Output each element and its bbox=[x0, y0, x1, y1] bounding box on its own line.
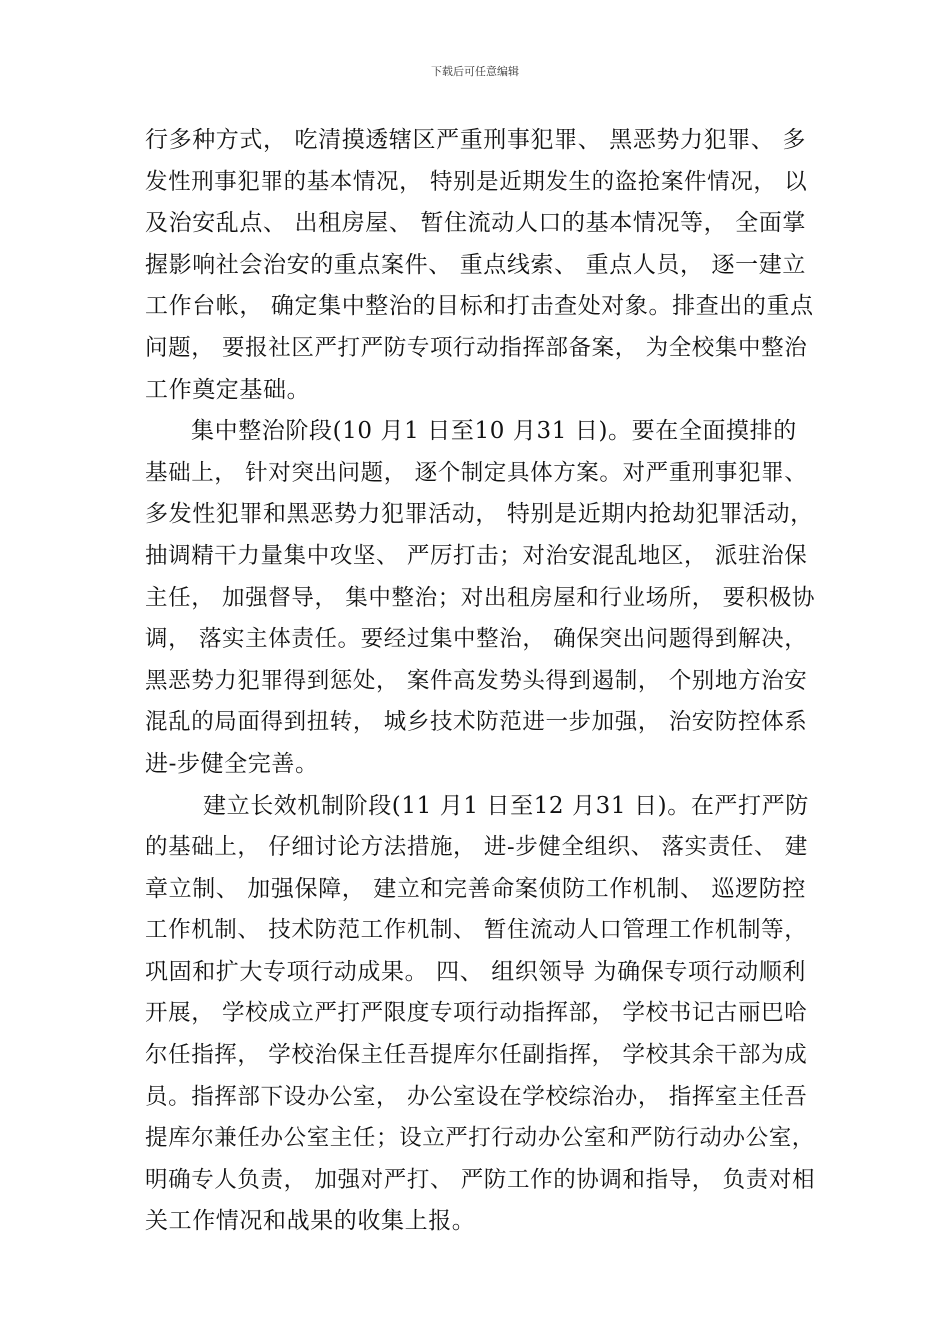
text-line: 及治安乱点、 出租房屋、 暂住流动人口的基本情况等， 全面掌 bbox=[145, 210, 806, 237]
text-line: 尔任指挥， 学校治保主任吾提库尔任副指挥， 学校其余干部为成 bbox=[145, 1042, 808, 1069]
text-line: 巩固和扩大专项行动成果。 四、 组织领导 为确保专项行动顺利 bbox=[145, 958, 806, 985]
text-line: 集中整治阶段(10 月1 日至10 月31 日)。要在全面摸排的 bbox=[191, 418, 797, 445]
text-line: 调， 落实主体责任。要经过集中整治， 确保突出问题得到解决， bbox=[145, 626, 808, 653]
text-line: 提库尔兼任办公室主任；设立严打行动办公室和严防行动办公室， bbox=[145, 1125, 815, 1152]
page-header: 下载后可任意编辑 bbox=[431, 65, 519, 78]
text-line: 握影响社会治安的重点案件、 重点线索、 重点人员， 逐一建立 bbox=[145, 251, 806, 278]
text-line: 章立制、 加强保障， 建立和完善命案侦防工作机制、 巡逻防控 bbox=[145, 875, 806, 902]
text-line: 工作机制、 技术防范工作机制、 暂住流动人口管理工作机制等， bbox=[145, 917, 808, 944]
text-line: 发性刑事犯罪的基本情况， 特别是近期发生的盗抢案件情况， 以 bbox=[145, 168, 808, 195]
text-line: 明确专人负责， 加强对严打、 严防工作的协调和指导， 负责对相 bbox=[145, 1166, 816, 1193]
text-line: 基础上， 针对突出问题， 逐个制定具体方案。对严重刑事犯罪、 bbox=[145, 459, 808, 486]
text-line: 员。指挥部下设办公室， 办公室设在学校综治办， 指挥室主任吾 bbox=[145, 1083, 808, 1110]
text-line: 工作奠定基础。 bbox=[145, 376, 311, 403]
text-line: 工作台帐， 确定集中整治的目标和打击查处对象。排查出的重点 bbox=[145, 293, 814, 320]
text-line: 问题， 要报社区严打严防专项行动指挥部备案， 为全校集中整治 bbox=[145, 334, 808, 361]
text-line: 多发性犯罪和黑恶势力犯罪活动， 特别是近期内抢劫犯罪活动， bbox=[145, 501, 814, 528]
text-line: 进-步健全完善。 bbox=[145, 750, 319, 777]
text-line: 建立长效机制阶段(11 月1 日至12 月31 日)。在严打严防 bbox=[203, 792, 809, 819]
text-line: 的基础上， 仔细讨论方法措施， 进-步健全组织、 落实责任、 建 bbox=[145, 834, 808, 861]
text-line: 主任， 加强督导， 集中整治；对出租房屋和行业场所， 要积极协 bbox=[145, 584, 816, 611]
text-line: 混乱的局面得到扭转， 城乡技术防范进一步加强， 治安防控体系 bbox=[145, 709, 808, 736]
text-line: 关工作情况和战果的收集上报。 bbox=[145, 1208, 476, 1235]
text-line: 抽调精干力量集中攻坚、 严厉打击；对治安混乱地区， 派驻治保 bbox=[145, 542, 808, 569]
text-line: 开展， 学校成立严打严限度专项行动指挥部， 学校书记古丽巴哈 bbox=[145, 1000, 808, 1027]
text-line: 黑恶势力犯罪得到惩处， 案件高发势头得到遏制， 个别地方治安 bbox=[145, 667, 808, 694]
body-text bbox=[145, 120, 815, 1243]
text-line: 行多种方式， 吃清摸透辖区严重刑事犯罪、 黑恶势力犯罪、 多 bbox=[145, 127, 806, 153]
